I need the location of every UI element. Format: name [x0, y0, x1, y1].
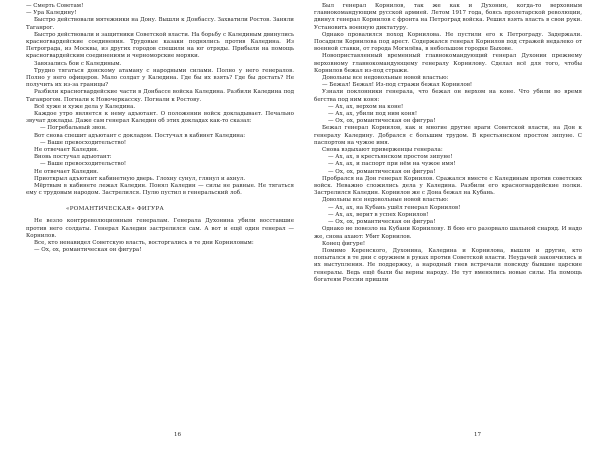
- right-paragraph: Однако провалился поход Корнилова. Не пустили его к Петрограду. Задержали. Посадили Корнилова под арест. Содержался генерал Корнилов под стражей недалеко от военной ставки, от города Могилёва, в небольшом городке Быхове.: [314, 31, 582, 53]
- right-paragraph: — Ах, ах, на Кубань ушёл генерал Корнилов!: [328, 204, 461, 211]
- left-paragraph: — Смерть Советам!: [26, 3, 84, 9]
- left-paragraph: Вот снова спешит адъютант с докладом. Постучал в кабинет Каледина:: [34, 132, 246, 139]
- left-paragraph: Каждое утро является к нему адъютант. О положении войск докладывает. Печально звучат доклады. Даже сам генерал Каледин об этих докладах как-то сказал:: [26, 111, 294, 125]
- right-paragraph: — Ох, ох, романтическая он фигура!: [328, 219, 436, 226]
- right-paragraph: — Бежал! Бежал! Из-под стражи бежал Корнилов!: [322, 82, 473, 89]
- page-number-left: 16: [174, 432, 181, 438]
- left-paragraph: Быстро действовали мятежники на Дону. Вышли к Донбассу. Захватили Ростов. Заняли Таганрог.: [26, 17, 294, 31]
- left-paragraph: Завязались бои с Калединым.: [34, 60, 122, 67]
- left-paragraph: Не везло контрреволюционным генералам. Генерала Духонина убили восставшие против него солдаты. Генерал Каледин застрелился сам. А вот и ещё один генерал — Корнилов.: [26, 218, 294, 239]
- right-paragraph: Снова вздыхают приверженцы генерала:: [322, 147, 443, 154]
- left-paragraph: — Ура Каледину!: [26, 10, 77, 17]
- left-paragraph: Не отвечает Каледин.: [34, 147, 99, 154]
- left-paragraph: Всё хуже и хуже дела у Каледина.: [34, 103, 136, 110]
- right-page: [314, 3, 582, 449]
- right-paragraph: Пробрался на Дон генерал Корнилов. Сражался вместе с Калединым против советских войск. Неважно сложились дела у Каледина. Разбили его красногвардейские полки. Застрелился Каледин. Корнилов же с Дона бежал на Кубань.: [314, 175, 582, 197]
- right-paragraph: — Ах, ах, и паспорт при нём на чужое имя!: [328, 161, 456, 168]
- right-paragraph: Был генерал Корнилов, так же как и Духонин, когда-то верховным главнокомандующим русской армией. Летом 1917 года, боясь пролетарской революции, двинул генерал Корнилов с фронта на Петроград войска. Решил взять власть в свои руки. Установить военную диктатуру.: [314, 3, 582, 31]
- right-paragraph: Новоприставленный временный главнокомандующий генерал Духонин прежнему верховному главнокомандующему генералу Корнилову. Сделал всё для того, чтобы Корнилов бежал из-под стражи.: [314, 53, 582, 74]
- right-paragraph: — Ах, ах, верхом на коне!: [328, 103, 404, 110]
- right-paragraph: Помимо Керенского, Духонина, Каледина и Корнилова, вышли и другие, кто попытался в те дни с оружием в руках против Советской власти. Неудачей закончились и их выступления. Не поддержку, а народный гнев встречали повсюду бывшие царские генералы. Ведь ещё были бы верны народу. Не тут вменялись новые силы. На помощь богатеям России пришли: [314, 247, 582, 283]
- left-paragraph: Не отвечает Каледин.: [34, 168, 99, 175]
- left-paragraph: Трудно тягаться донскому атаману с народными силами. Полно у него генералов. Полно у него офицеров. Мало солдат у Каледина. Где бы их взять? Где бы достать? Не получить их из-за границы?: [26, 67, 294, 89]
- left-paragraph: — Ваше превосходительство!: [40, 161, 127, 168]
- left-paragraph: Быстро действовали и защитники Советской власти. На борьбу с Калединым двинулись красногвардейские соединения. Трудовые казаки поднялись против Каледина. Из Петрограда, из Москвы, из других городов спешили на юг отряды. Прибыли на помощь красногвардейским соединениям и черноморские моряки.: [26, 31, 294, 60]
- right-paragraph: — Ах, ах, верит в успех Корнилов!: [328, 211, 429, 218]
- left-paragraph: Все, кто ненавидел Советскую власть, восторгались в те дни Корниловым:: [34, 240, 254, 247]
- left-paragraph: — Ваше превосходительство!: [40, 139, 127, 146]
- right-paragraph: Бежал генерал Корнилов, как и многие другие враги Советской власти, на Дон к генералу Каледину. Добрался с большим трудом. В крестьянском простом зипуне. С паспортом на чужое имя.: [314, 125, 582, 146]
- page-number-right: 17: [474, 432, 481, 438]
- right-paragraph: — Ох, ох, романтическая он фигура!: [328, 168, 436, 175]
- right-paragraph: Довольны все недовольные новой властью:: [322, 197, 449, 204]
- left-paragraph: — Ох, ох, романтическая он фигура!: [34, 247, 142, 254]
- right-paragraph: — Ах, ах, убили под ним коня!: [328, 111, 418, 118]
- section-title: «РОМАНТИЧЕСКАЯ» ФИГУРА: [66, 206, 165, 213]
- left-paragraph: Приоткрыл адъютант кабинетную дверь. Глохну сунул, глянул и ахнул.: [34, 175, 246, 182]
- left-paragraph: — Погребальный звон.: [40, 125, 107, 132]
- right-paragraph: — Ах, ах, в крестьянском простом зипуне!: [328, 154, 453, 161]
- right-paragraph: Однако не повезло на Кубани Корнилову. В бою его разорвало шальной снаряд. И надо же, снова ахают: Убит Корнилов.: [314, 226, 582, 240]
- left-paragraph: Разбили красногвардейские части в Донбассе войска Каледина. Разбили Каледина под Таганрогом. Погнали к Новочеркасску. Погнали к Ростову.: [26, 89, 294, 103]
- left-paragraph: Мёртвым в кабинете лежал Каледин. Понял Каледин — силы не равные. Не тягаться ему с трудовым народом. Застрелился. Пулю пустил в генеральский лоб.: [26, 183, 294, 197]
- right-paragraph: Узнали поклонники генерала, что бежал он верхом на коне. Что убили во время бегства под ним коня:: [314, 89, 582, 103]
- right-paragraph: Довольны все недовольные новой властью:: [322, 75, 449, 82]
- left-paragraph: Вновь постучал адъютант:: [34, 154, 112, 161]
- right-paragraph: Конец фигуре!: [322, 240, 366, 247]
- left-page: [26, 3, 294, 449]
- right-paragraph: — Ох, ох, романтическая он фигура!: [328, 118, 436, 125]
